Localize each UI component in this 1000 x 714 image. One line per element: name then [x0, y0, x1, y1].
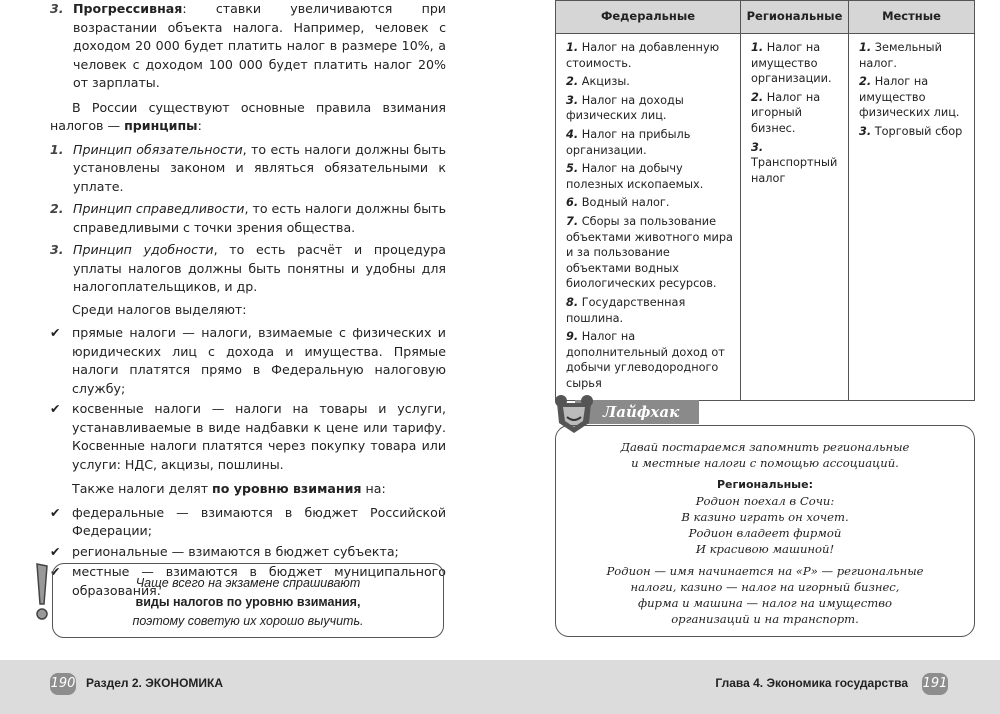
tax-item	[566, 161, 734, 192]
tax-number: 1.	[859, 41, 872, 54]
regional-cell	[741, 34, 849, 401]
lifehack-intro: и местные налоги с помощью ассоциаций.	[631, 456, 899, 470]
checklist-text: прямые налоги — налоги, взимаемые с физических и юридических лиц с дохода и имущества. Прямые налоги платятся прямо в Федеральную налоговую службу;	[72, 325, 446, 396]
check-icon: ✔	[50, 504, 61, 520]
tax-number: 3.	[566, 93, 579, 107]
lifehack-explain-line: Родион — имя начинается на «Р» — региональные	[606, 564, 924, 578]
principle-title: Принцип справедливости	[73, 201, 245, 216]
tax-item	[751, 90, 842, 137]
tax-name: Налог на игорный бизнес.	[751, 90, 821, 135]
check-icon: ✔	[50, 543, 61, 559]
principle-item	[50, 141, 446, 197]
tax-number: 5.	[566, 162, 579, 176]
tax-name: Водный налог.	[581, 196, 670, 210]
local-cell	[849, 34, 975, 401]
tax-number: 3.	[751, 140, 764, 154]
checklist-text: местные — взимаются в бюджет муниципального образования.	[72, 564, 446, 598]
tax-number: 7.	[566, 214, 579, 228]
chapter-title: Глава 4. Экономика государства	[715, 676, 908, 690]
tax-number: 1.	[566, 41, 579, 54]
tax-name: Налог на добавленную стоимость.	[566, 41, 720, 70]
exam-tip-callout	[52, 563, 444, 638]
header-federal: Федеральные	[556, 1, 741, 34]
callout-line: виды налогов по уровню взимания,	[135, 595, 361, 609]
principle-desc: , то есть налоги должны быть установлены законом и являться обязательными к уплате.	[73, 141, 446, 194]
tax-name: Налог на имущество физических лиц.	[859, 75, 960, 120]
tax-name: Налог на доходы физических лиц.	[566, 93, 684, 123]
callout-line: Чаще всего на экзамене спрашивают	[135, 576, 361, 590]
tax-item	[566, 93, 734, 124]
check-icon: ✔	[50, 401, 61, 416]
tax-number: 2.	[859, 75, 872, 89]
tax-name: Государственная пошлина.	[566, 295, 686, 325]
lifehack-poem-line: И красивою машиной!	[695, 542, 835, 556]
tax-number: 2.	[751, 90, 764, 104]
principle-item	[50, 200, 446, 237]
lifehack-explain-line: организаций и на транспорт.	[671, 612, 859, 626]
exclamation-icon	[35, 562, 49, 622]
tax-item	[751, 40, 842, 87]
checklist-text: косвенные налоги — налоги на товары и услуги, устанавливаемые в виде надбавки к цене или тарифу. Косвенные налоги платятся через покупку товара или услуги: НДС, акцизы, пошлины.	[72, 401, 446, 472]
tax-name: Налог на дополнительный доход от добычи углеводородного сырья	[566, 330, 725, 390]
lifehack-explain-line: фирма и машина — налог на имущество	[638, 596, 892, 610]
check-icon: ✔	[50, 325, 61, 340]
header-local: Местные	[849, 1, 975, 34]
tax-name: Сборы за пользование объектами животного мира и за пользование объектами водных биологических ресурсов.	[566, 214, 733, 291]
tax-item	[566, 40, 734, 71]
section-title: Раздел 2. ЭКОНОМИКА	[86, 676, 224, 690]
tax-item	[566, 214, 734, 292]
tax-item	[859, 124, 968, 140]
principle-item	[50, 241, 446, 297]
principle-text	[73, 241, 446, 297]
tax-name: Транспортный налог	[751, 156, 838, 185]
lifehack-poem-line: В казино играть он хочет.	[681, 510, 849, 524]
left-page-text	[50, 0, 446, 602]
checklist-item	[50, 543, 446, 562]
principle-text	[73, 200, 446, 237]
federal-cell	[556, 34, 741, 401]
tax-number: 2.	[566, 75, 579, 89]
principle-title: Принцип удобности	[73, 242, 214, 257]
lifehack-poem-line: Родион поехал в Сочи:	[695, 494, 835, 508]
check-icon: ✔	[50, 564, 61, 579]
principle-desc: , то есть налоги должны быть справедливыми с точки зрения общества.	[73, 201, 446, 235]
tax-item	[859, 40, 968, 71]
page-number-right: 191	[922, 673, 948, 695]
lifehack-box	[555, 425, 975, 637]
tax-item	[566, 74, 734, 90]
principle-desc: , то есть расчёт и процедура уплаты налогов должны быть понятны и удобны для налогоплательщиков, и др.	[73, 242, 446, 294]
tax-name: Торговый сбор	[874, 124, 963, 138]
tax-number: 6.	[566, 196, 579, 210]
tax-number: 9.	[566, 330, 579, 344]
tax-item	[566, 295, 734, 326]
principle-number: 3.	[50, 242, 64, 257]
tax-item	[566, 195, 734, 211]
lifehack-heading: Региональные:	[717, 478, 813, 491]
tax-name: Земельный налог.	[859, 41, 942, 70]
tax-item	[566, 127, 734, 158]
checklist-text: региональные — взимаются в бюджет субъекта;	[72, 543, 399, 559]
tax-name: Налог на прибыль организации.	[566, 127, 691, 157]
lifehack-title: Лайфхак	[575, 400, 699, 424]
tax-item	[859, 74, 968, 121]
tax-number: 4.	[566, 127, 579, 141]
principle-text	[73, 141, 446, 197]
principle-title: Принцип обязательности	[73, 141, 243, 157]
principle-number: 1.	[50, 141, 64, 157]
principle-number: 2.	[50, 201, 64, 216]
tax-levels-table	[555, 0, 975, 401]
tax-number: 1.	[751, 41, 764, 54]
tax-name: Налог на добычу полезных ископаемых.	[566, 162, 704, 191]
checklist-item	[50, 504, 446, 541]
header-regional: Региональные	[741, 1, 849, 34]
tax-item	[751, 140, 842, 187]
progressive-item: 3. Прогрессивная: ставки увеличиваются при возрастании объекта налога. Например, человек с доходом 20 000 будет платить налог в размере 10%, а человек с доходом 100 000 будет платить налог 20% от зарплаты.	[50, 1, 446, 90]
callout-line: поэтому советую их хорошо выучить.	[132, 614, 364, 628]
tax-item	[566, 329, 734, 391]
tax-name: Налог на имущество организации.	[751, 41, 832, 86]
checklist-text: федеральные — взимаются в бюджет Российской Федерации;	[72, 504, 446, 538]
page-number-left: 190	[50, 673, 76, 695]
principles-intro: В России существуют основные правила взимания налогов — принципы:	[50, 99, 446, 133]
lifehack-explain-line: налоги, казино — налог на игорный бизнес,	[630, 580, 900, 594]
types-intro: Среди налогов выделяют:	[72, 301, 247, 317]
lifehack-poem-line: Родион владеет фирмой	[688, 526, 842, 540]
tax-name: Акцизы.	[581, 75, 630, 89]
levels-intro: Также налоги делят по уровню взимания на:	[72, 481, 386, 496]
lifehack-intro: Давай постараемся запомнить региональные	[620, 440, 910, 454]
checklist-item	[50, 400, 446, 474]
tax-number: 3.	[859, 124, 872, 138]
tax-number: 8.	[566, 295, 579, 309]
checklist-item	[50, 324, 446, 398]
